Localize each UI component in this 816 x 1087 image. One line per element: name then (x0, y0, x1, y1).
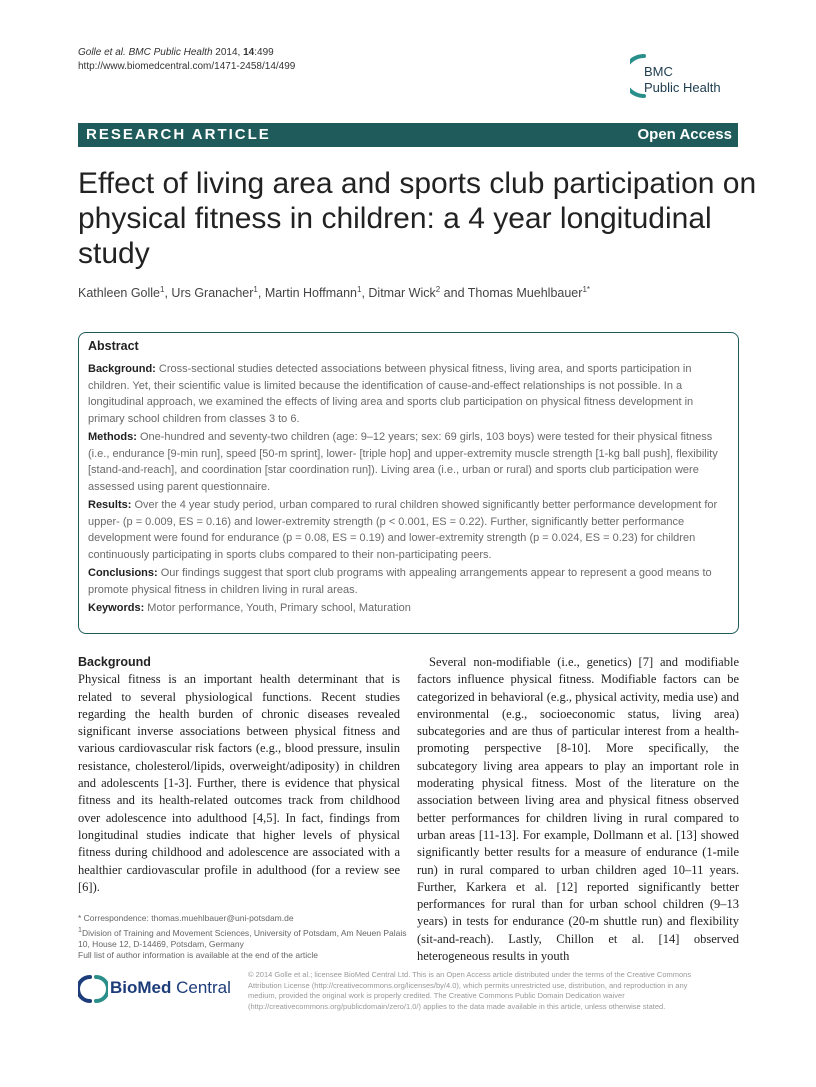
body-column-right (417, 654, 739, 965)
logo-text: BMC Public Health (644, 64, 721, 95)
abstract-keywords: Keywords: Motor performance, Youth, Primary school, Maturation (88, 602, 411, 614)
license-notice: © 2014 Golle et al.; licensee BioMed Central Ltd. This is an Open Access article distributed under the terms of the Creative Commons Attribution License (http://creativecommons.org/licenses/by/4.0), which permits unrestricted use, distribution, and reproduction in any medium, provided the original work is properly credited. The Creative Commons Public Domain Dedication waiver (http://creativecommons.org/publicdomain/zero/1.0/) applies to the data made available in this article, unless otherwise stated. (248, 970, 692, 1011)
author-list: Kathleen Golle$^1$, Urs Granacher$^1$, Martin Hoffmann$^1$, Ditmar Wick$^2$ and Thomas Muehlbauer$^{1*}$ (78, 285, 590, 301)
author[interactable]: Ditmar Wick$^2$ (368, 285, 441, 301)
correspondence-note: * Correspondence: thomas.muehlbauer@uni-potsdam.de (78, 913, 294, 923)
author[interactable]: Kathleen Golle$^1$ (78, 285, 165, 301)
abstract-heading: Abstract (88, 339, 139, 353)
author[interactable]: Thomas Muehlbauer$^{1*}$ (467, 285, 590, 301)
article-url[interactable]: http://www.biomedcentral.com/1471-2458/14/499 (78, 61, 296, 72)
body-paragraph: Several non-modifiable (i.e., genetics) [7] and modifiable factors influence physical fitness. Modifiable factors can be categorized in behavioral (e.g., physical activity, media use) and environmental (e.g., socioeconomic status, living area) subcategories and are thus of particular interest from a health-promoting perspective [8-10]. More specifically, the subcategory living area appears to play an important role in moderating physical fitness. Most of the literature on the association between living area and physical fitness observed better performances for children living in rural compared to urban areas [11-13]. For example, Dollmann et al. [13] showed significantly better results for a measure of endurance (1-mile run) in rural compared to urban children aged 10–11 years. Further, Karkera et al. [12] reported significantly better performances for rural than for urban school children (9–13 years) in tests for endurance (20-m shuttle run) and flexibility (sit-and-reach). Lastly, Chillon et al. [14] observed heterogeneous results in youth (417, 655, 739, 964)
affiliation-note: $^1$Division of Training and Movement Sciences, University of Potsdam, Am Neuen Palais 10, House 12, D-14469, Potsdam, Germany (78, 925, 407, 949)
author-info-note: Full list of author information is available at the end of the article (78, 950, 319, 961)
biomed-central-logo (78, 972, 238, 1006)
abstract-conclusions: Conclusions: Our findings suggest that sport club programs with appealing arrangements appear to represent a good means to promote physical fitness in children living in rural areas. (88, 567, 712, 596)
article-type-banner (78, 123, 738, 147)
article-title: Effect of living area and sports club participation on physical fitness in children: a 4 year longitudinal study (78, 167, 757, 270)
open-access-label: Open Access (637, 126, 732, 143)
publisher-name: BioMed Central (110, 978, 231, 997)
abstract-background: Background: Cross-sectional studies detected associations between physical fitness, living area, and sports participation in children. Yet, their scientific value is limited because the identification of cause-and-effect relationships is not possible. In a longitudinal approach, we examined the effects of living area and sports club participation on physical fitness development in primary school children from classes 3 to 6. (88, 363, 694, 425)
citation-line: Golle et al. BMC Public Health 2014, 14:499 (78, 47, 274, 58)
footnotes (78, 913, 408, 962)
abstract-methods: Methods: One-hundred and seventy-two children (age: 9–12 years; sex: 69 girls, 103 boys) were tested for their physical fitness (i.e., endurance [9-min run], speed [50-m sprint], lower- [triple hop] and upper-extremity muscle strength [1-kg ball push], flexibility [stand-and-reach], and coordination [star coordination run]). Living area (i.e., urban or rural) and sports club participation were assessed using parent questionnaire. (88, 431, 718, 493)
body-column-left (78, 654, 400, 896)
body-paragraph: Physical fitness is an important health determinant that is related to several physiological functions. Recent studies regarding the health burden of chronic diseases revealed significant inverse associations between physical fitness and various cardiovascular risk factors (e.g., blood pressure, insulin resistance, cholesterol/lipids, overweight/adiposity) in children and adolescents [1-3]. Further, there is evidence that physical fitness and its health-related outcomes track from childhood over adolescence into adulthood [4,5]. In fact, findings from longitudinal studies indicate that higher levels of physical fitness during childhood and adolescence are associated with a healthier cardiovascular profile in adulthood (for a review see [6]). (78, 672, 400, 894)
bmc-public-health-logo (630, 50, 745, 110)
section-heading-background: Background (78, 655, 151, 669)
author[interactable]: Urs Granacher$^1$ (171, 285, 258, 301)
abstract-box (78, 332, 739, 634)
journal-reference (78, 46, 295, 74)
article-type-label: RESEARCH ARTICLE (86, 126, 271, 143)
abstract-results: Results: Over the 4 year study period, urban compared to rural children showed significantly better performance development for upper- (p = 0.009, ES = 0.16) and lower-extremity strength (p < 0.001, ES = 0.22). Further, significantly better performance development were found for endurance (p = 0.08, ES = 0.19) and lower-extremity strength (p = 0.024, ES = 0.23) for children continuously participating in sports clubs compared to their non-participating peers. (88, 499, 718, 561)
biomed-swirl-icon (78, 974, 108, 1004)
author[interactable]: Martin Hoffmann$^1$ (264, 285, 362, 301)
